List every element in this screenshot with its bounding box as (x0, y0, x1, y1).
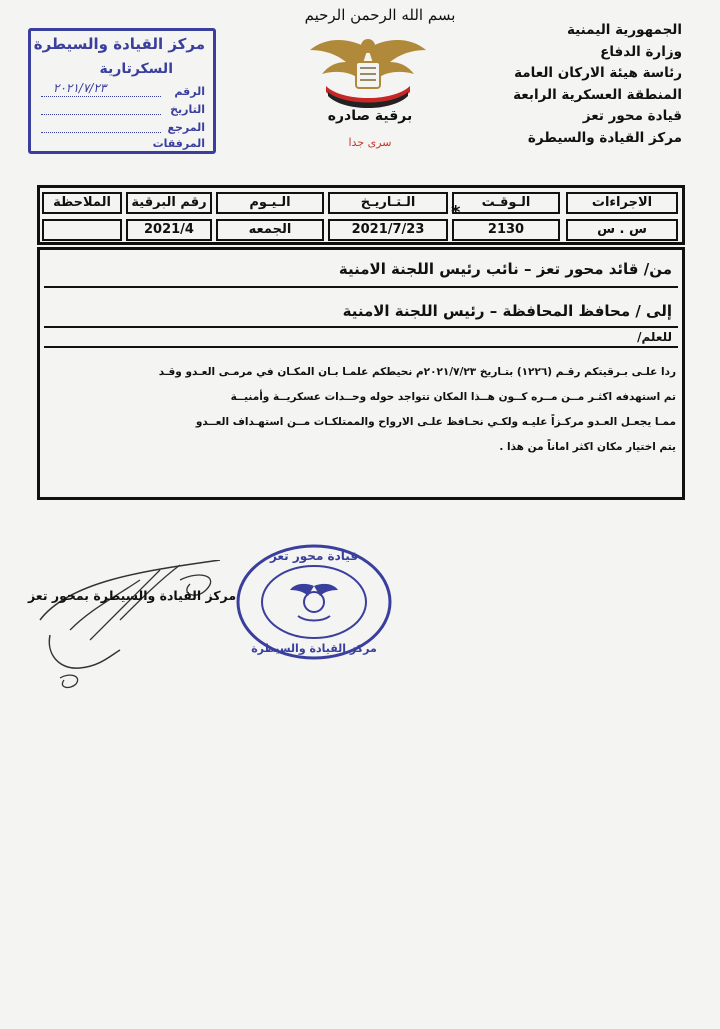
attention-line: للعلم/ (637, 330, 672, 344)
header-day: الـيـوم (216, 192, 324, 214)
issuer-line-center: مركز القيادة والسيطرة (527, 129, 682, 146)
stamp-date-label: التاريخ (170, 103, 205, 116)
stamp-number-label: الرقم (174, 85, 205, 98)
value-procedures: س . س (566, 219, 678, 241)
from-line: من/ قائد محور تعز – نائب رئيس اللجنة الامنية (338, 260, 672, 278)
handwritten-signature-icon (30, 560, 230, 690)
stamp-subtitle: السكرتارية (99, 61, 173, 77)
signature-title: مركز القيادة والسيطرة بمحور تعز (28, 588, 237, 603)
stamp-title: مركز القيادة والسيطرة (33, 35, 205, 53)
value-date: 2021/7/23 (328, 219, 448, 241)
value-day: الجمعه (216, 219, 324, 241)
issuer-line-ministry: وزارة الدفاع (600, 43, 682, 60)
header-notes: الملاحظة (42, 192, 122, 214)
basmala: بسم الله الرحمن الرحيم (304, 6, 456, 24)
telegram-info-table (37, 185, 685, 245)
asterisk-mark: * (451, 202, 461, 223)
message-line: ردا علـى بـرقيتكم رقـم (١٢٢٦) بتـاريخ ٢٠٢١/٧/٢٣م نحيطكم علمـا بـان المكـان في مرمـى العـدو وقـد (158, 366, 676, 378)
round-stamp-top-text: قيادة محور تعز (269, 549, 359, 563)
issuer-line-staff: رئاسة هيئة الاركان العامة (514, 65, 682, 81)
stamp-reference-label: المرجع (167, 121, 205, 134)
message-line: ممـا يجعـل العـدو مركـزاً عليـه ولكـي نحـافظ علـى الارواح والممتلكـات مــن استهـداف العــدو (195, 416, 676, 428)
message-text (46, 360, 676, 460)
round-stamp-bottom-text: مركز القيادة والسيطرة (251, 642, 377, 655)
stamp-attachments-label: المرفقات (152, 137, 205, 150)
telegram-type: برقية صادره (327, 108, 413, 124)
secretariat-stamp (28, 28, 216, 154)
header-date: الـتـاريـخ (328, 192, 448, 214)
to-line: إلى / محافظ المحافظة – رئيس اللجنة الامنية (342, 302, 672, 320)
header-telegram-number: رقم البرقية (126, 192, 212, 214)
message-line: تم استهدفه اكثـر مــن مــره كــون هــذا المكان تتواجد حوله وحــدات عسكريــة وأمنيــة (230, 391, 676, 403)
message-line: يتم اختيار مكان اكثر اماناً من هذا . (499, 441, 676, 453)
classification-label: سرى جدا (348, 136, 392, 149)
issuer-line-axis: قيادة محور تعز (582, 108, 682, 124)
header-procedures: الاجراءات (566, 192, 678, 214)
issuer-line-country: الجمهورية اليمنية (566, 22, 682, 38)
telegram-body (37, 247, 685, 500)
stamp-number-value: ٢٠٢١/٧/٢٣ (53, 81, 107, 95)
issuer-header (492, 20, 682, 149)
issuer-line-region: المنطقة العسكرية الرابعة (513, 86, 682, 103)
value-telegram-number: 2021/4 (126, 219, 212, 241)
header-time: الـوقـت (452, 192, 560, 214)
round-stamp-icon (234, 542, 394, 662)
value-notes (42, 219, 122, 241)
eagle-emblem-icon (306, 28, 430, 116)
value-time: 2130 (452, 219, 560, 241)
